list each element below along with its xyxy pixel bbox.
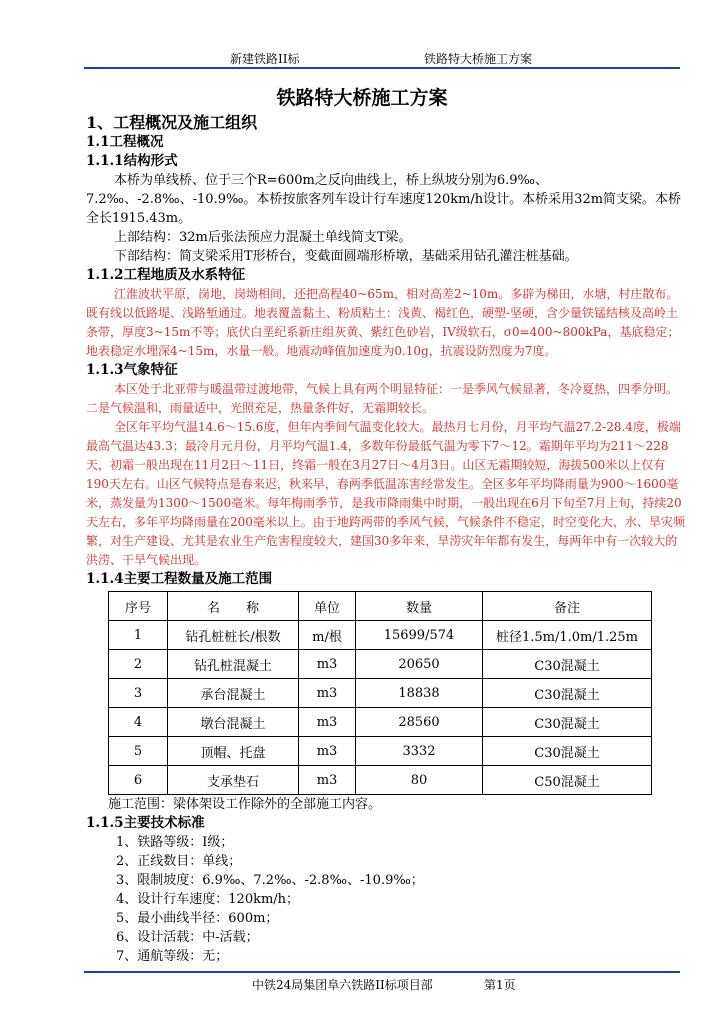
table-cell: m3 — [299, 766, 356, 795]
table-header-cell: 单位 — [299, 592, 356, 621]
table-cell: 承台混凝土 — [168, 679, 299, 708]
section-1-1-2-heading: 1.1.2工程地质及水系特征 — [86, 267, 246, 283]
table-header-cell: 备注 — [483, 592, 652, 621]
table-cell: 6 — [109, 766, 168, 795]
table-cell: C50混凝土 — [483, 766, 652, 795]
construction-scope: 施工范围：梁体架设工作除外的全部施工内容。 — [108, 797, 382, 812]
table-cell: m/根 — [299, 621, 356, 650]
page-number: 第1页 — [484, 978, 516, 992]
list-item: 1、铁路等级：I级； — [116, 835, 234, 850]
table-header-cell: 名 称 — [168, 592, 299, 621]
table-row — [109, 708, 652, 737]
list-item: 6、设计活载：中-活载； — [116, 930, 259, 945]
table-cell: 钻孔桩桩长/根数 — [168, 621, 299, 650]
table-header-cell: 序号 — [109, 592, 168, 621]
footer-left: 中铁24局集团阜六铁路II标项目部 — [252, 978, 433, 992]
section-1-1-4-heading: 1.1.4主要工程数量及施工范围 — [86, 571, 273, 587]
table-header-cell: 数量 — [356, 592, 483, 621]
page-title: 铁路特大桥施工方案 — [276, 87, 448, 109]
table-cell: 1 — [109, 621, 168, 650]
table-cell: 顶帽、托盘 — [168, 737, 299, 766]
footer-rule — [84, 971, 680, 973]
table-cell: 18838 — [356, 679, 483, 708]
table-cell: C30混凝土 — [483, 737, 652, 766]
table-cell: 28560 — [356, 708, 483, 737]
quantities-table — [108, 591, 652, 795]
table-cell: C30混凝土 — [483, 708, 652, 737]
table-cell: 15699/574 — [356, 621, 483, 650]
section-1-1-heading: 1.1工程概况 — [86, 134, 164, 150]
table-cell: 墩台混凝土 — [168, 708, 299, 737]
table-cell: m3 — [299, 737, 356, 766]
table-cell: m3 — [299, 679, 356, 708]
list-item: 5、最小曲线半径：600m； — [116, 911, 279, 926]
table-row — [109, 737, 652, 766]
table-cell: 5 — [109, 737, 168, 766]
structure-paragraph: 本桥为单线桥、位于三个R=600m之反向曲线上，桥上纵坡分别为6.9‰、7.2‰、-2.8‰、-10.9‰。本桥按旅客列车设计行车速度120km/h设计。本桥采用32m简支梁。本桥全长1915.43m。 — [86, 173, 682, 226]
table-cell: C30混凝土 — [483, 650, 652, 679]
table-cell: 支承垫石 — [168, 766, 299, 795]
climate-paragraph-2: 全区年平均气温14.6～15.6度，但年内季间气温变化较大。最热月七月份，月平均气温27.2-28.4度，极端最高气温达43.3；最冷月元月份，月平均气温1.4，多数年份最低气温为零下7～12。霜期年平均为211～228天，初霜一般出现在11月2日～11日，终霜一般在3月27日～4月3日。山区无霜期较短，海拔500米以上仅有190天左右。山区气候特点是春来迟，秋来早，春两季低温冻害经常发生。全区多年平均降雨量为900～1600毫米，蒸发量为1300～1500毫米。每年梅雨季节，是我市降雨集中时期，一般出现在6月下旬至7月上旬，持续20天左右，多年平均降雨量在200毫米以上。由于地跨两带的季风气候，气候条件不稳定，时空变化大，水、旱灾频繁，对生产建设、尤其是农业生产危害程度较大，建国30多年来，旱涝灾年年都有发生，每两年中有一次较大的洪涝、干旱气候出现。 — [86, 420, 685, 567]
substructure-paragraph: 下部结构：简支梁采用T形桥台，变截面圆端形桥墩，基础采用钻孔灌注桩基础。 — [114, 249, 578, 264]
document-body — [86, 113, 686, 966]
table-cell: 20650 — [356, 650, 483, 679]
table-row — [109, 621, 652, 650]
header-right: 铁路特大桥施工方案 — [424, 52, 533, 66]
table-cell: 4 — [109, 708, 168, 737]
climate-paragraph-1: 本区处于北亚带与暖温带过渡地带，气候上具有两个明显特征：一是季风气候显著，冬冷夏热，四季分明。二是气候温和，雨量适中，光照充足，热量条件好，无霜期较长。 — [86, 382, 679, 415]
table-cell: m3 — [299, 708, 356, 737]
section-1-heading: 1、工程概况及施工组织 — [86, 113, 258, 132]
section-1-1-3-heading: 1.1.3气象特征 — [86, 362, 178, 378]
table-cell: 桩径1.5m/1.0m/1.25m — [483, 621, 652, 650]
table-cell: C30混凝土 — [483, 679, 652, 708]
table-row — [109, 650, 652, 679]
geology-paragraph: 江淮波状平原，岗地，岗坳相间，还把高程40~65m，相对高差2~10m。多辟为梯田，水塘，村庄散布。既有线以低路堤、浅路堑通过。地表覆盖黏土、粉质粘土：浅黄、褐红色，硬塑-坚硬，含少量铁锰结核及高岭土条带，厚度3~15m不等；底伏白垩纪系新庄组灰黄、紫红色砂岩，IV级软石，σ0=400~800kPa，基底稳定；地表稳定水埋深4~15m，水量一般。地震动峰值加速度为0.10g，抗震设防烈度为7度。 — [86, 287, 680, 358]
table-row — [109, 679, 652, 708]
page-header — [84, 50, 680, 66]
table-cell: 2 — [109, 650, 168, 679]
list-item: 7、通航等级：无； — [116, 949, 229, 964]
section-1-1-5-heading: 1.1.5主要技术标准 — [86, 815, 205, 831]
table-cell: m3 — [299, 650, 356, 679]
table-row — [109, 766, 652, 795]
table-cell: 80 — [356, 766, 483, 795]
table-header-row — [109, 592, 652, 621]
section-1-1-1-heading: 1.1.1结构形式 — [86, 153, 178, 169]
table-cell: 3 — [109, 679, 168, 708]
header-rule — [84, 67, 680, 69]
table-cell: 3332 — [356, 737, 483, 766]
superstructure-paragraph: 上部结构：32m后张法预应力混凝土单线简支T梁。 — [114, 230, 412, 245]
table-cell: 钻孔桩混凝土 — [168, 650, 299, 679]
header-left: 新建铁路II标 — [230, 52, 300, 66]
technical-standards-list — [86, 833, 686, 966]
list-item: 2、正线数目：单线； — [116, 854, 242, 869]
list-item: 3、限制坡度：6.9‰、7.2‰、-2.8‰、-10.9‰； — [116, 873, 424, 888]
list-item: 4、设计行车速度：120km/h； — [116, 892, 300, 907]
